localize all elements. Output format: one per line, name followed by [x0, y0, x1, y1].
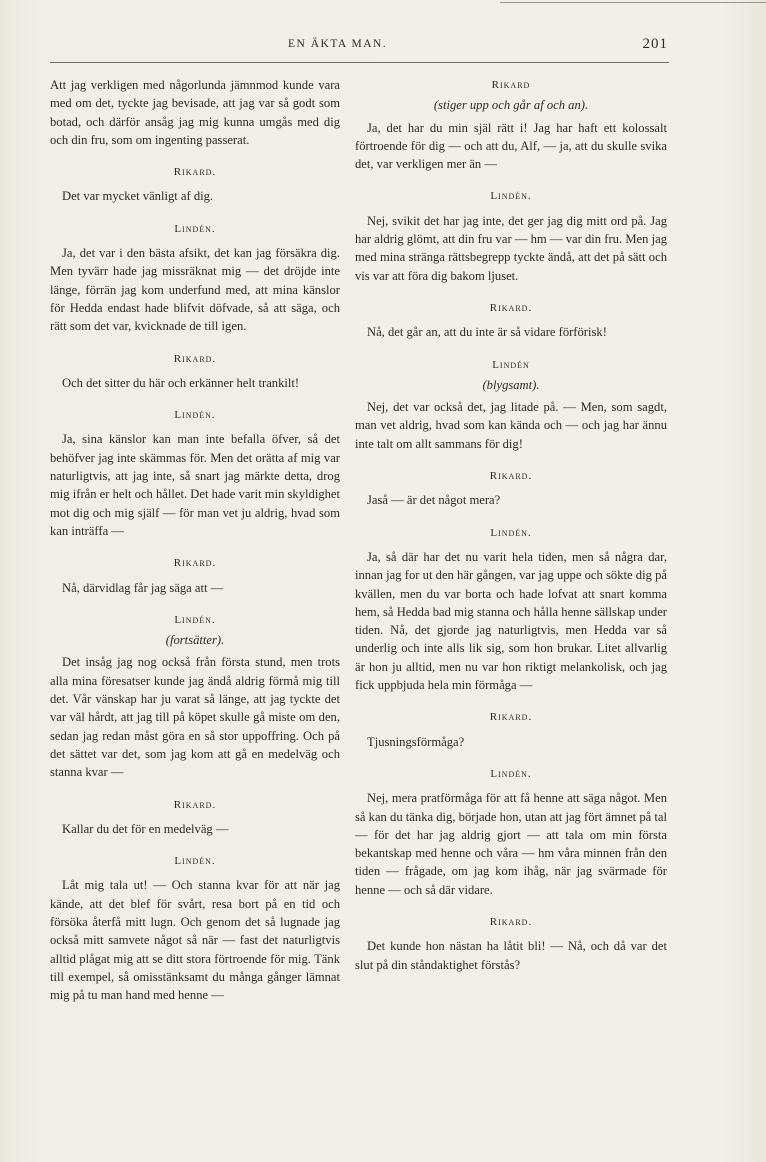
- dialogue-paragraph: Nej, svikit det har jag inte, det ger jag dig mitt ord på. Jag har aldrig glömt, att din fru var — hm — var din fru. Men jag med mina stränga rättsbegrepp tyckte ändå, att det på sätt och vis var att föra dig bakom ljuset.: [355, 213, 667, 283]
- dialogue-paragraph: Ja, sina känslor kan man inte befalla öfver, så det behöfver jag inte skämmas för. Men det orätta af mig var naturligtvis, att jag inte, så snart jag märkte detta, drog mig ifrån er helt och hållet. Det hade varit min skyldighet mot dig och mig själf — för man vet ju aldrig, hvad som kan inträffa —: [50, 432, 340, 538]
- dialogue-paragraph: Ja, det var i den bästa afsikt, det kan jag försäkra dig. Men tyvärr hade jag missräknat mig — det dröjde inte länge, förrän jag kom underfund med, att mina känslor för Hedda endast hade blifvit döfvade, så att säga, och rätt som det var, kvicknade de till igen.: [50, 246, 340, 334]
- dialogue-paragraph: Och det sitter du här och erkänner helt trankilt!: [62, 375, 300, 390]
- dialogue-paragraph: Ja, det har du min själ rätt i! Jag har haft ett kolossalt förtroende för dig — och att du, Alf, — ja, att du skulle svika det, var verkligen mer än —: [355, 120, 667, 172]
- right-column: [355, 76, 667, 974]
- dialogue-paragraph: Tjusningsförmåga?: [367, 734, 465, 749]
- left-column: [50, 76, 340, 1004]
- speaker-name: Rikard.: [489, 915, 533, 928]
- speaker-name: Rikard.: [489, 470, 533, 483]
- dialogue-paragraph: Kallar du det för en medelväg —: [62, 821, 229, 836]
- speaker-name: Rikard.: [173, 166, 217, 179]
- dialogue-paragraph: Nå, det går an, att du inte är så vidare förförisk!: [367, 325, 607, 340]
- stage-direction: (fortsätter).: [165, 633, 225, 648]
- speaker-name: Rikard.: [173, 352, 217, 365]
- speaker-name: Lindén.: [174, 613, 216, 626]
- dialogue-paragraph: Jaså — är det något mera?: [367, 493, 501, 508]
- dialogue-paragraph: Nå, därvidlag får jag säga att —: [62, 580, 224, 595]
- stage-direction: (stiger upp och går af och an).: [433, 98, 589, 113]
- page-header: [48, 36, 668, 56]
- running-title: EN ÄKTA MAN.: [288, 38, 388, 50]
- speaker-name: Rikard.: [489, 711, 533, 724]
- header-rule: [50, 62, 669, 63]
- speaker-name: Lindén.: [490, 767, 532, 780]
- speaker-name: Lindén.: [174, 855, 216, 868]
- dialogue-paragraph: Det insåg jag nog också från första stund, men trots alla mina föresatser kunde jag ändå aldrig förmå mig till det. Vår vänskap har ju varat så länge, att jag tyckte det var väl hårdt, att jag till på köpet skulle gå miste om den, sedan jag redan måst göra en så stor uppoffring. Och på det sättet var det, som jag kom att gå en medelväg och stanna kvar —: [50, 655, 340, 780]
- speaker-name: Lindén.: [490, 526, 532, 539]
- speaker-name: Rikard.: [489, 301, 533, 314]
- speaker-name: Lindén.: [174, 409, 216, 422]
- speaker-name: Rikard: [491, 79, 531, 91]
- top-edge-line: [500, 2, 766, 3]
- dialogue-paragraph: Nej, mera pratförmåga för att få henne att säga något. Men så kan du tänka dig, började hon, utan att jag fört ämnet på tal — för det har jag aldrig gjort — att tala om min första bekantskap med henne och våra — hm våra minnen från den tiden — frågade, om jag kom ihåg, när jag svärmade för henne — och så där vidare.: [355, 791, 667, 897]
- speaker-name: Lindén: [492, 358, 530, 371]
- dialogue-paragraph: Nej, det var också det, jag litade på. — Men, som sagdt, man vet aldrig, hvad som kan kända och — och jag har ännu inte talt om allt sammans för dig!: [355, 400, 667, 451]
- dialogue-paragraph: Det var mycket vänligt af dig.: [62, 189, 214, 204]
- stage-direction: (blygsamt).: [482, 377, 540, 392]
- speaker-name: Lindén.: [174, 222, 216, 235]
- dialogue-paragraph: Att jag verkligen med någorlunda jämnmod kunde vara med om det, tyckte jag bevisade, att jag var så godt som botad, och därför ansåg jag mig kunna umgås med dig och din fru, som om ingenting passerat.: [50, 78, 340, 147]
- page-number: 201: [642, 36, 668, 52]
- speaker-name: Lindén.: [490, 190, 532, 203]
- dialogue-paragraph: Ja, så där har det nu varit hela tiden, men så några dar, innan jag for ut den här gången, var jag uppe och sökte dig på kvällen, men du var borta och hade lofvat att snart komma hem, så Hedda bad mig stanna och hålla henne sällskap under tiden. Nå, det gjorde jag naturligtvis, men Hedda var så underlig och inte alls lik sig, som hon brukar. Litet allvarlig är hon ju alltid, men nu var hon riktigt melankolisk, och jag fick uppbjuda hela min förmåga —: [355, 549, 667, 693]
- dialogue-paragraph: Det kunde hon nästan ha låtit bli! — Nå, och då var det slut på din ståndaktighet förstås?: [355, 939, 667, 972]
- speaker-name: Rikard.: [173, 798, 217, 811]
- speaker-name: Rikard.: [173, 557, 217, 570]
- dialogue-paragraph: Låt mig tala ut! — Och stanna kvar för att när jag kände, att det blef för svårt, resa bort på en tid och försöka återfå mitt lugn. Och genom det så lugnade jag också mitt samvete något så när — fast det naturligtvis alltid plågat mig att se ditt stora förtroende för mig. Tänk till exempel, så omisstänksamt du många gånger lämnat mig på tu man hand med henne —: [50, 878, 340, 1003]
